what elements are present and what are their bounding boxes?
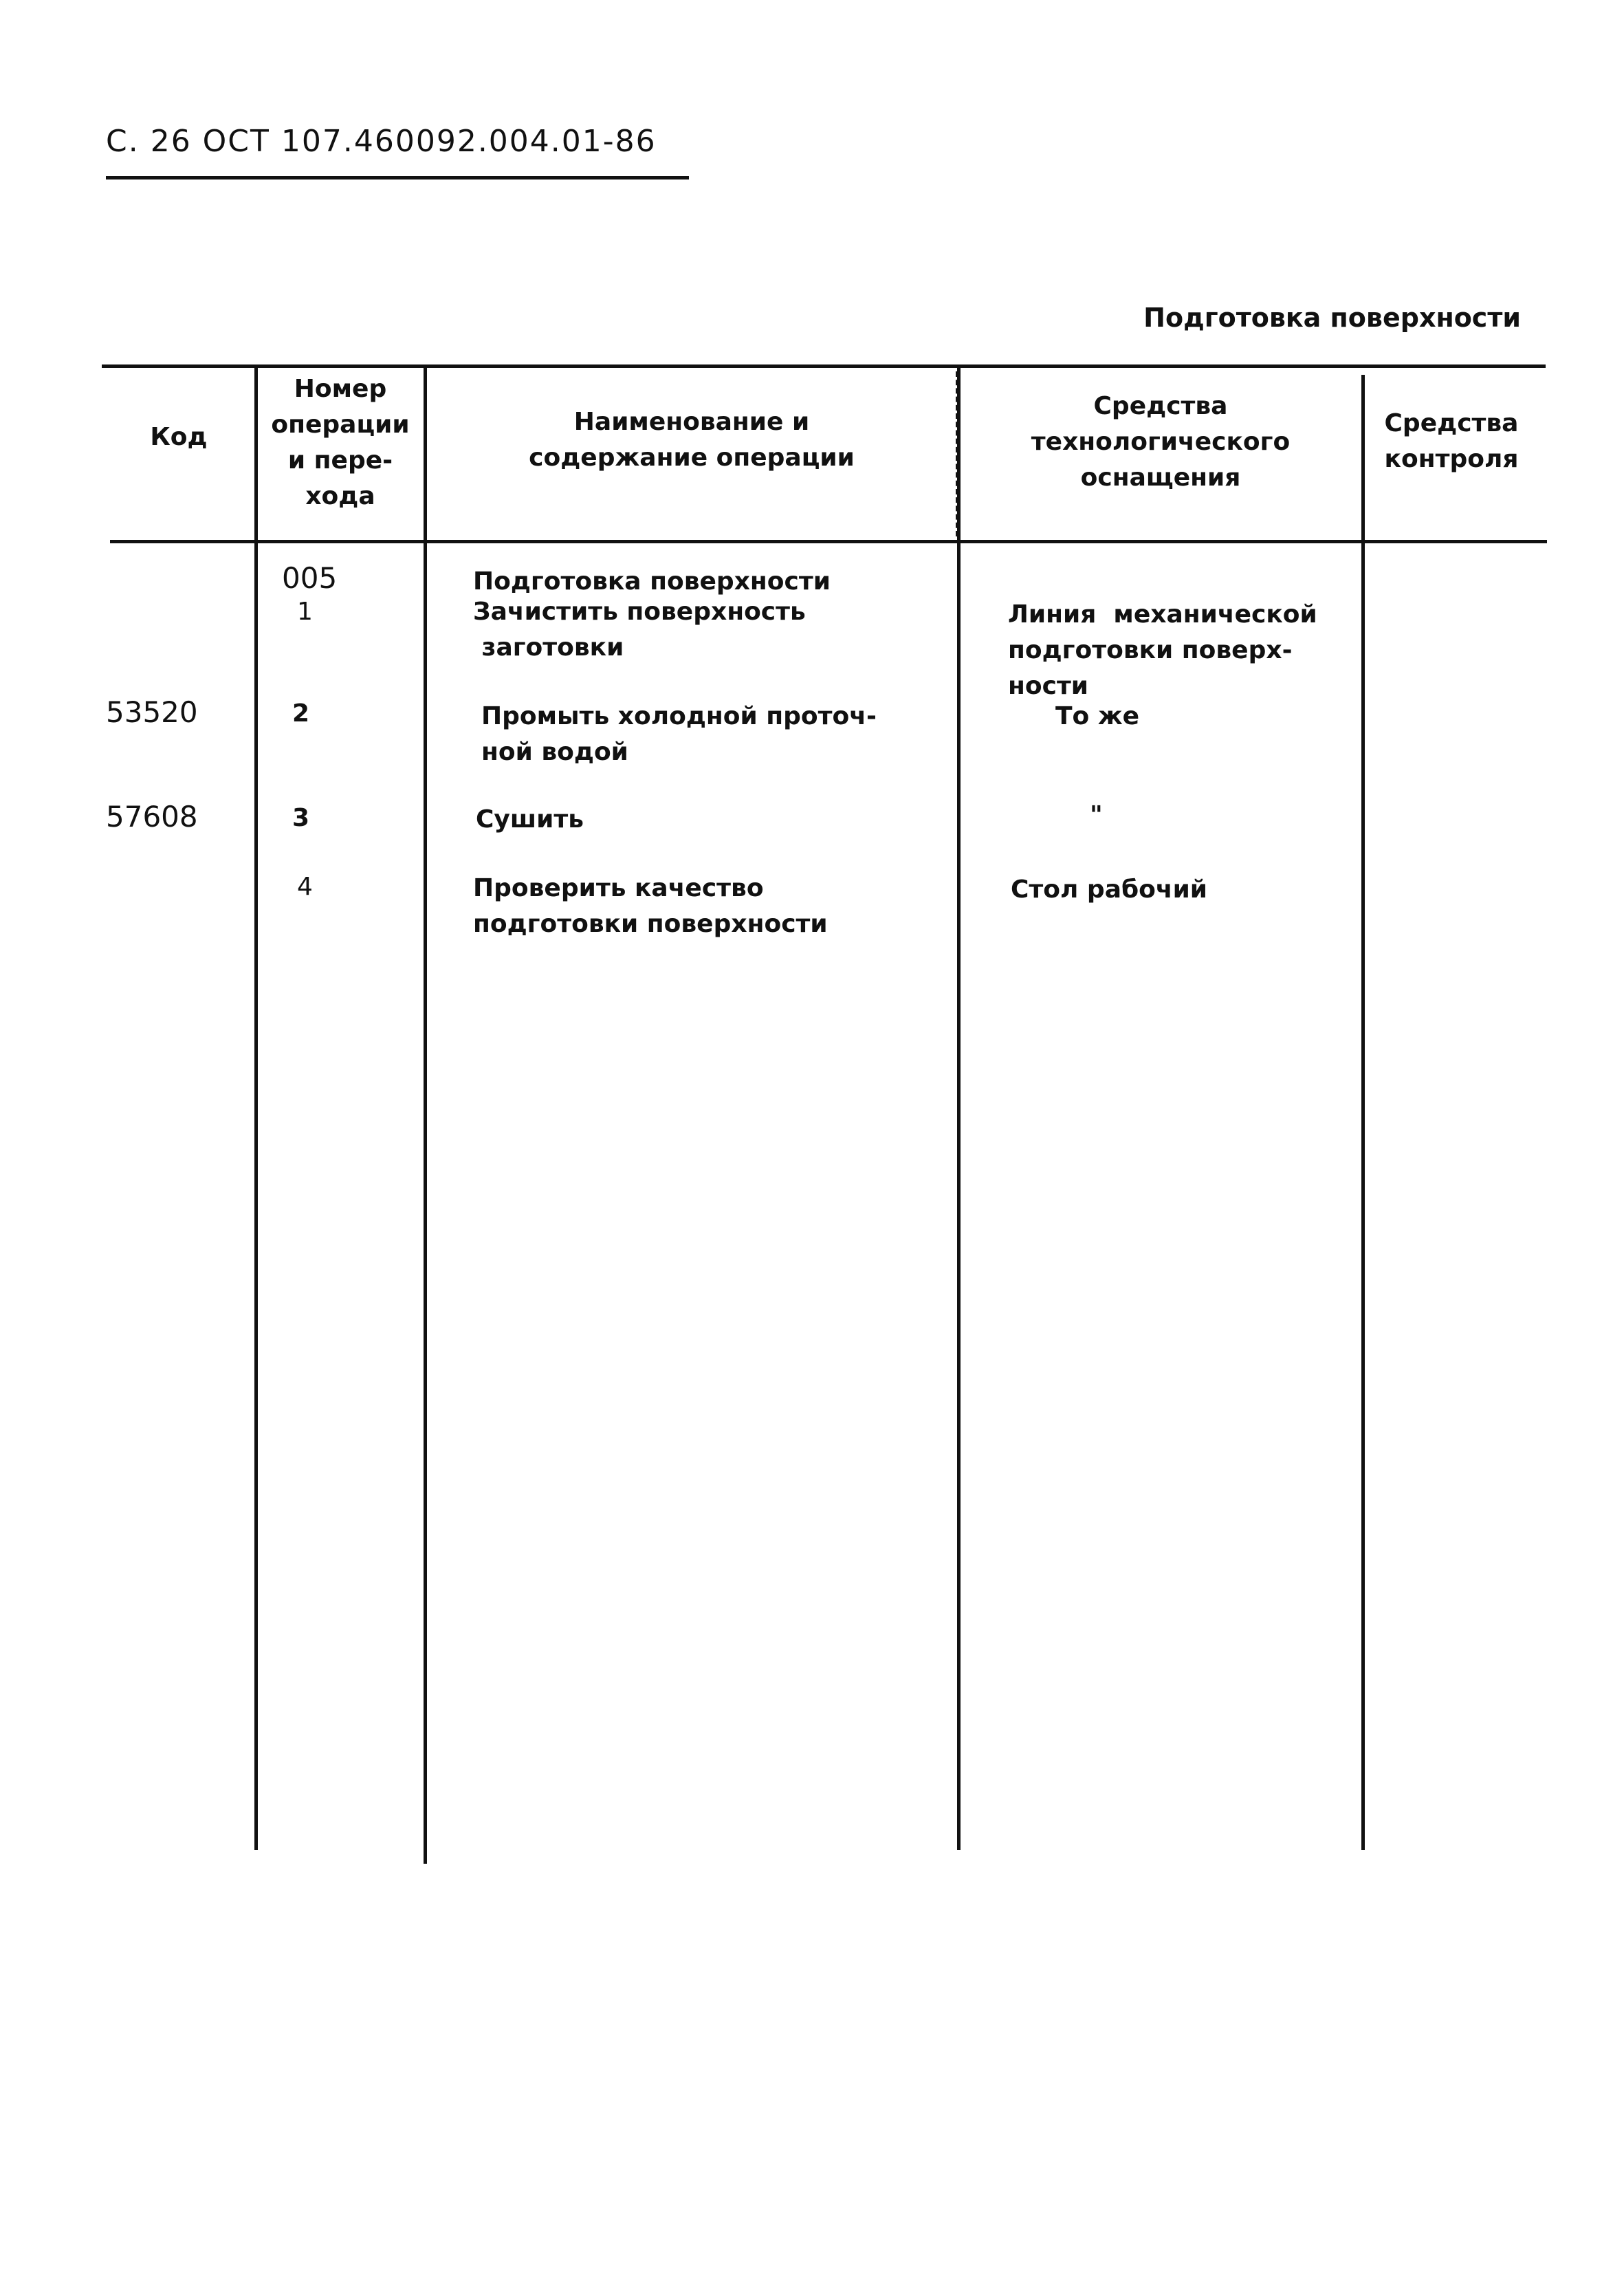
row-1-equipment: Линия механической подготовки поверх- ности	[1008, 600, 1317, 700]
section-title: Подготовка поверхности	[1143, 303, 1521, 333]
row-4-operation: Проверить качество подготовки поверхности	[473, 874, 828, 938]
col-header-code: Код	[150, 423, 208, 451]
row-3-number: 3	[292, 804, 310, 832]
col-divider-2	[424, 364, 427, 1864]
col-divider-3	[957, 364, 961, 1850]
table-top-rule	[102, 364, 1546, 368]
row-3-operation: Сушить	[476, 805, 584, 834]
col-header-number: Номер операции и пере- хода	[271, 375, 410, 510]
row-0-operation: Подготовка поверхности	[473, 567, 831, 596]
row-2-code: 53520	[106, 695, 198, 729]
row-4-equipment: Стол рабочий	[1011, 875, 1208, 904]
row-2-number: 2	[292, 699, 310, 728]
row-1-number: 1	[297, 598, 313, 626]
row-0-number: 005	[282, 561, 338, 595]
col-header-operation: Наименование и содержание операции	[529, 408, 855, 472]
col-divider-4	[1361, 375, 1365, 1850]
row-3-equipment: "	[1090, 801, 1103, 829]
row-2-equipment: То же	[1055, 702, 1140, 730]
page-reference: С. 26 ОСТ 107.460092.004.01-86	[106, 124, 657, 159]
header-underline	[106, 176, 689, 179]
row-4-number: 4	[297, 873, 313, 901]
header-bottom-rule	[110, 540, 1547, 543]
col-header-equipment: Средства технологического оснащения	[1031, 392, 1291, 492]
row-2-operation: Промыть холодной проточ- ной водой	[481, 702, 877, 766]
row-1-operation: Зачистить поверхность заготовки	[473, 598, 806, 662]
col-header-control: Средства контроля	[1384, 409, 1519, 473]
col-divider-3-dash	[956, 371, 958, 536]
row-3-code: 57608	[106, 800, 198, 834]
col-divider-1	[254, 364, 258, 1850]
